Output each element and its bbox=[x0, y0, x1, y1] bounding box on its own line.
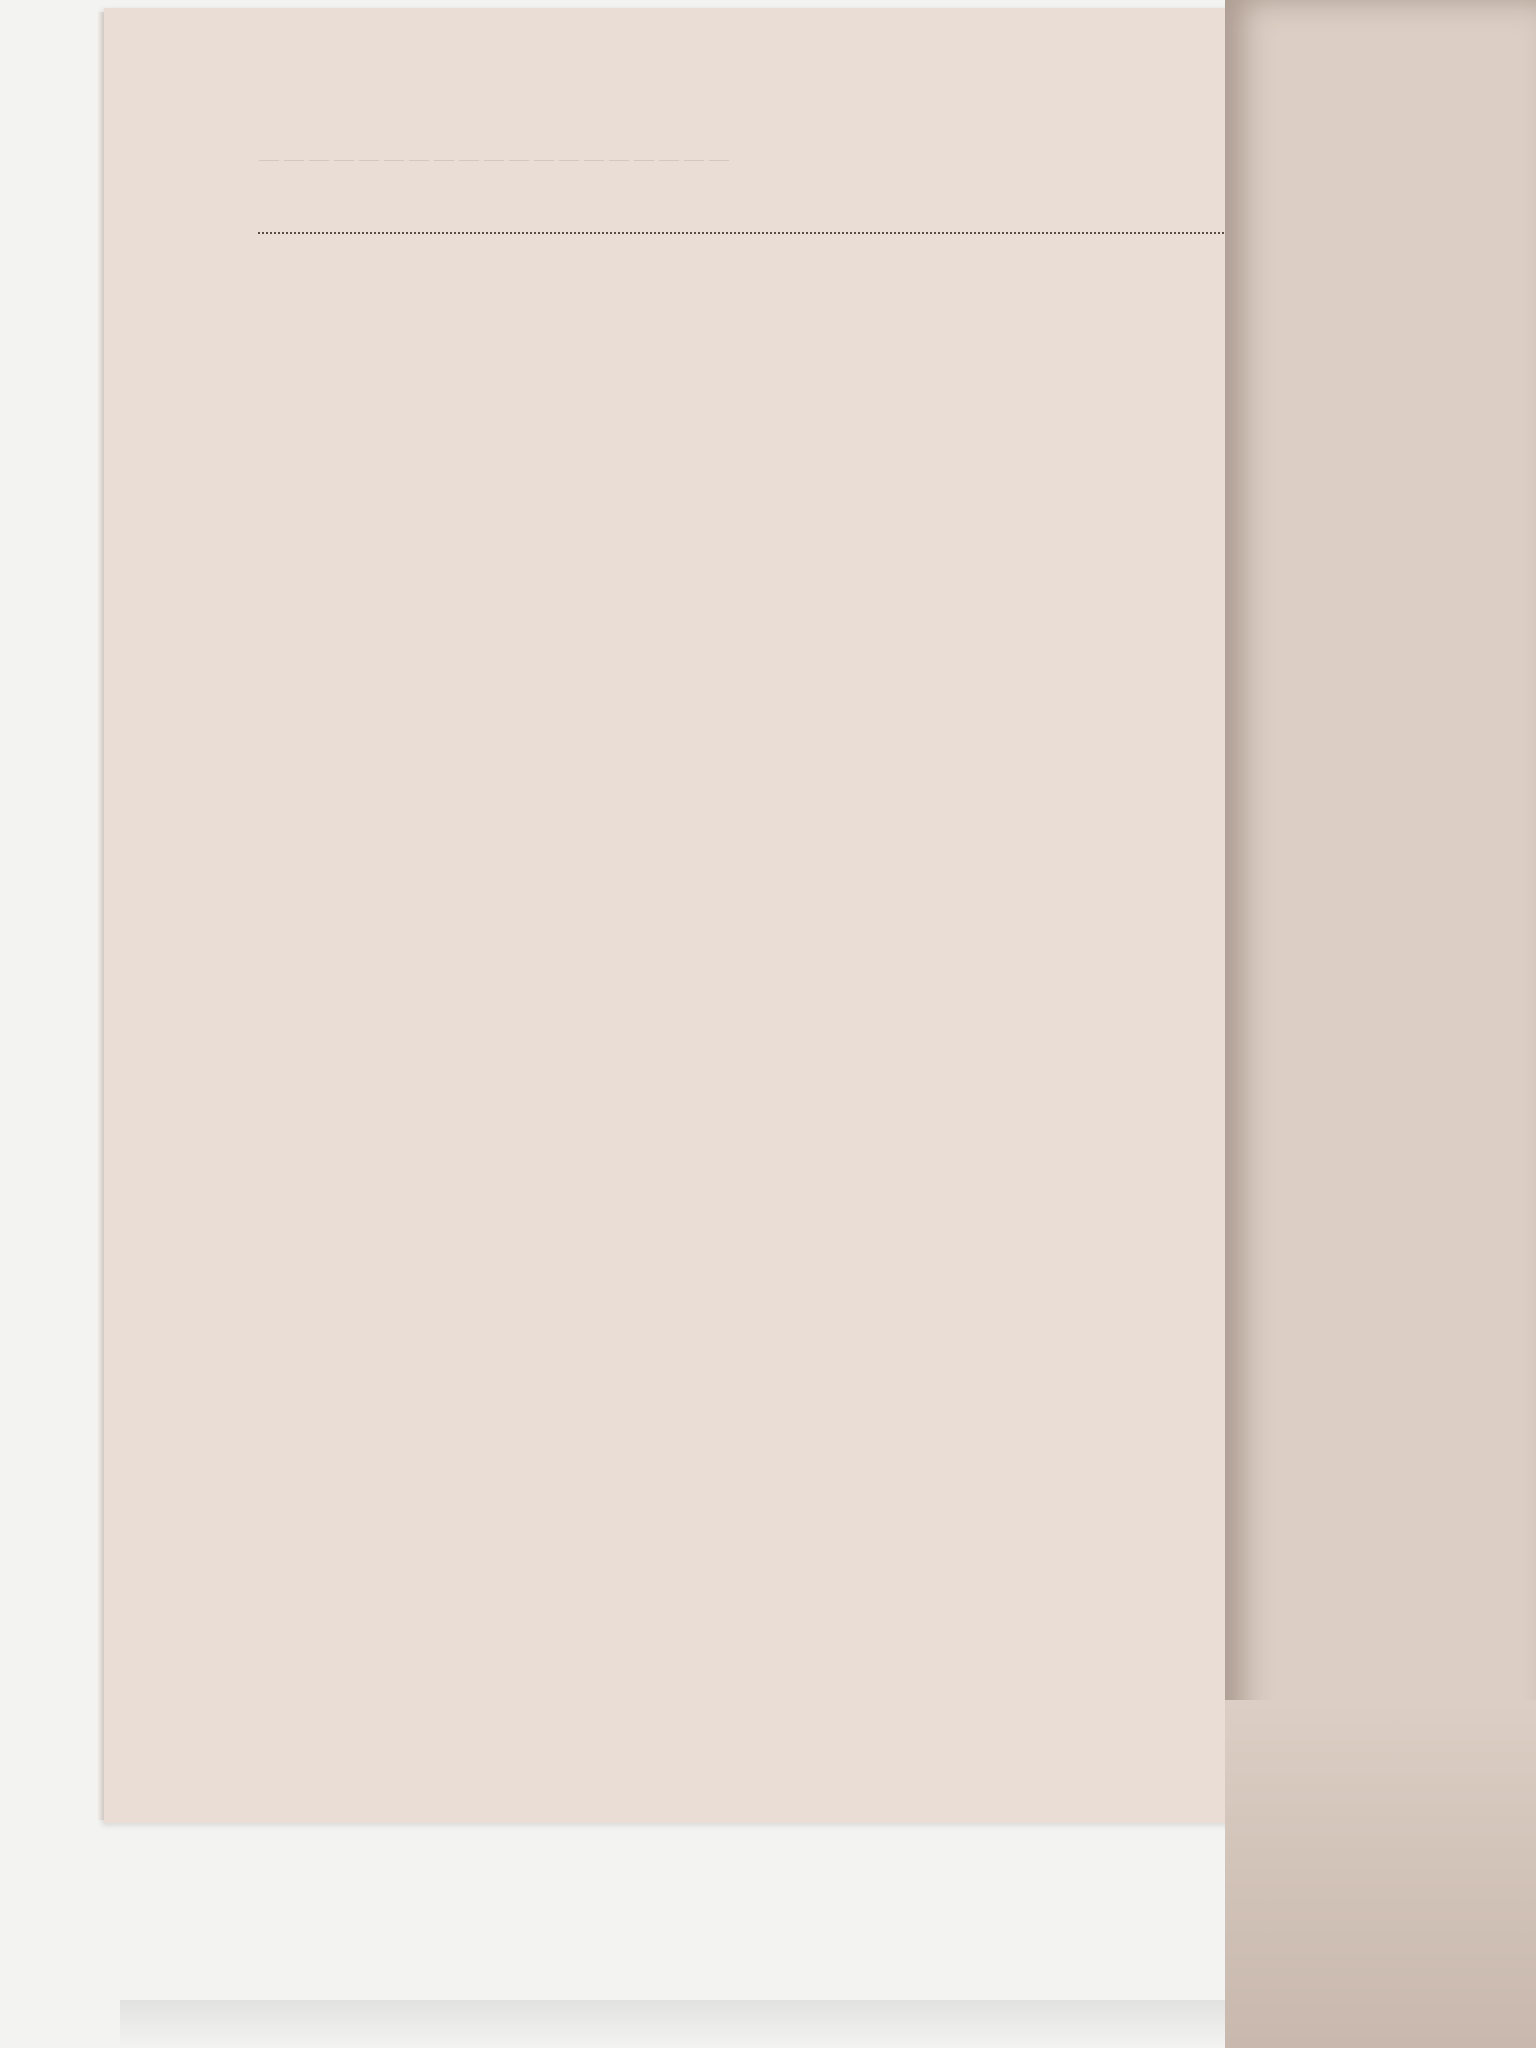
bleed-through-text: — — — — — — — — — — — — — — — — — — — bbox=[259, 148, 729, 170]
right-page bbox=[1225, 0, 1536, 2048]
page-shade bbox=[1225, 1700, 1536, 2048]
left-page bbox=[104, 8, 1304, 1823]
leader-dots bbox=[258, 232, 1276, 234]
toc-intro bbox=[252, 238, 1282, 272]
